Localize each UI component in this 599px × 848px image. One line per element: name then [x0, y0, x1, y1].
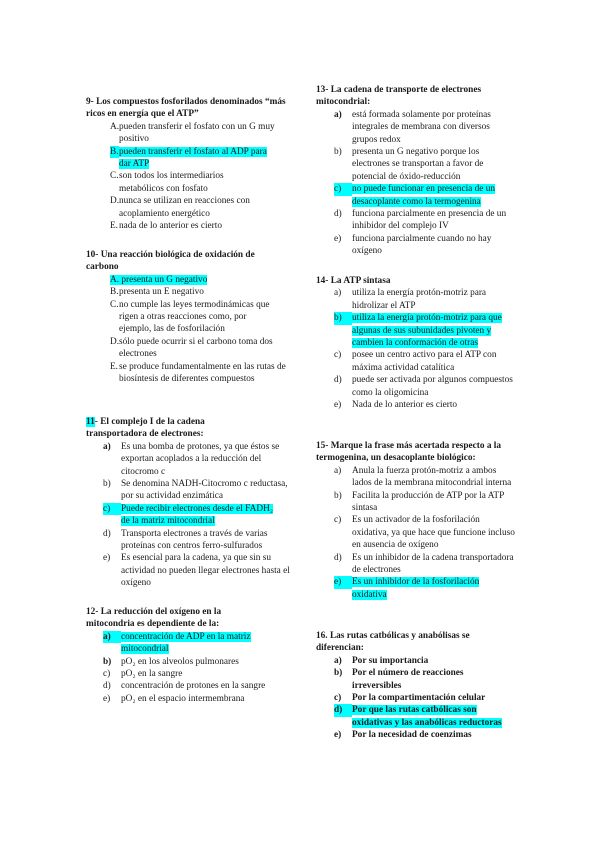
question-12-title: 12- La reducción del oxígeno en la mitocondria es dependiente de la:	[86, 607, 222, 630]
option-9e: E. nada de lo anterior es cierto	[110, 221, 222, 232]
option-11c: c) Puede recibir electrones desde el FADH₂ de la matriz mitocondrial	[103, 503, 274, 527]
option-12d: d) concentración de protones en la sangre	[103, 681, 266, 692]
option-11e: e) Es esencial para la cadena, ya que sin su actividad no pueden llegar electrones hasta el oxígeno	[103, 553, 290, 589]
option-9c: C. son todos los intermediarios metabólicos con fosfato	[110, 171, 224, 194]
question-11-title: 11- El complejo I de la cadena transportadora de electrones:	[86, 417, 205, 440]
option-11b: b) Se denomina NADH-Citocromo c reductasa, por su actividad enzimática	[103, 479, 288, 502]
question-10-title: 10- Una reacción biológica de oxidación de carbono	[86, 250, 255, 273]
option-15a: a) Anula la fuerza protón-motriz a ambos lados de la membrana mitocondrial interna	[334, 465, 512, 489]
highlighted-answer: Es un inhibidor de la fosforilación oxidativa	[352, 577, 480, 600]
question-10	[86, 249, 296, 385]
question-9	[86, 96, 296, 232]
option-14c: c) posee un centro activo para el ATP con máxima actividad catalítica	[334, 350, 497, 373]
option-16d: d) Por que las rutas catbólicas son oxidativas y las anabólicas reductoras	[334, 705, 502, 728]
option-15d: d) Es un inhibidor de la cadena transportadora de electrones	[334, 552, 514, 576]
question-14-title: 14- La ATP sintasa	[316, 276, 391, 286]
option-13e: e) funciona parcialmente cuando no hay oxígeno	[334, 233, 492, 257]
option-15b: b) Facilita la producción de ATP por la ATP sintasa	[334, 490, 504, 514]
highlighted-answer: Puede recibir electrones desde el FADH₂ de la matriz mitocondrial	[121, 503, 274, 527]
question-13	[316, 84, 516, 258]
question-15-title: 15- Marque la frase más acertada respecto a la termogenina, un desacoplante biológico:	[316, 441, 502, 464]
option-9a: A. pueden transferir el fosfato con un G muy positivo	[110, 121, 275, 145]
option-10d: D. sólo puede ocurrir si el carbono toma dos electrones	[110, 336, 273, 360]
highlighted-answer: no puede funcionar en presencia de un desacoplante como la termogenina	[352, 184, 496, 207]
option-15e: e) Es un inhibidor de la fosforilación oxidativa	[334, 577, 480, 600]
option-13d: d) funciona parcialmente en presencia de un inhibidor del complejo IV	[334, 209, 507, 232]
highlighted-answer: utiliza la energía protón-motriz para que algunas de sus subunidades pivoten y cambien la conformación de otras	[352, 313, 502, 349]
option-10c: C. no cumple las leyes termodinámicas que rigen a otras reacciones como, por ejemplo, las de fosforilación	[110, 299, 270, 335]
question-16	[316, 630, 516, 742]
option-9d: D. nunca se utilizan en reacciones con acoplamiento energético	[110, 196, 250, 219]
option-16a: a) Por su importancia	[334, 655, 429, 666]
option-13b: b) presenta un G negativo porque los electrones se transportan a favor de potencial de óxido-reducción	[334, 147, 484, 182]
question-11	[86, 416, 296, 590]
option-10e: E. se produce fundamentalmente en las rutas de biosíntesis de diferentes compuestos	[110, 361, 286, 385]
option-10b: B. presenta un E negativo	[110, 287, 204, 298]
option-14e: e) Nada de lo anterior es cierto	[334, 400, 458, 411]
option-14d: d) puede ser activada por algunos compuestos como la oligomicina	[334, 375, 513, 398]
option-10a	[110, 274, 296, 286]
highlighted-answer: A. presenta un G negativo	[110, 274, 208, 285]
option-16b: b) Por el número de reacciones irreversibles	[334, 668, 464, 691]
option-13a: a) está formada solamente por proteínas integrales de membrana con diversos grupos redox	[334, 109, 491, 145]
option-14b: b) utiliza la energía protón-motriz para que algunas de sus subunidades pivoten y cambien la conformación de otras	[334, 313, 502, 349]
highlighted-answer: Por que las rutas catbólicas son oxidativas y las anabólicas reductoras	[352, 705, 502, 728]
question-14	[316, 275, 516, 411]
question-12	[86, 606, 296, 705]
question-16-title: 16. Las rutas catbólicas y anabólisas se diferencian:	[316, 631, 470, 654]
question-13-title: 13- La cadena de transporte de electrones mitocondrial:	[316, 85, 482, 108]
option-12a: a) concentración de ADP en la matriz mitocondrial	[103, 631, 251, 655]
option-16e: e) Por la necesidad de coenzimas	[334, 730, 472, 741]
highlighted-answer: pueden transferir el fosfato al ADP para dar ATP	[119, 146, 267, 170]
option-12b: b) pO₂ en los alveolos pulmonares	[103, 656, 239, 667]
option-16c: c) Por la compartimentación celular	[334, 693, 486, 704]
option-11a: a) Es una bomba de protones, ya que éstos se exportan acoplados a la reducción del citocromo c	[103, 441, 280, 477]
question-9-title: 9- Los compuestos fosforilados denominados “más ricos en energía que el ATP”	[86, 97, 286, 120]
option-12e: e) pO₂ en el espacio intermembrana	[103, 693, 245, 704]
option-9b: B. pueden transferir el fosfato al ADP para dar ATP	[110, 146, 267, 170]
option-13c: c) no puede funcionar en presencia de un desacoplante como la termogenina	[334, 184, 496, 207]
question-15	[316, 440, 516, 601]
option-15c: c) Es un activador de la fosforilación oxidativa, ya que hace que funcione incluso en ausencia de oxígeno	[334, 515, 515, 551]
option-11d: d) Transporta electrones a través de varias proteínas con centros ferro-sulfurados	[103, 528, 268, 552]
option-14a: a) utiliza la energía protón-motriz para hidrolizar el ATP	[334, 288, 487, 311]
highlighted-answer: concentración de ADP en la matriz mitocondrial	[121, 631, 251, 655]
option-12c: c) pO₂ en la sangre	[103, 669, 183, 680]
